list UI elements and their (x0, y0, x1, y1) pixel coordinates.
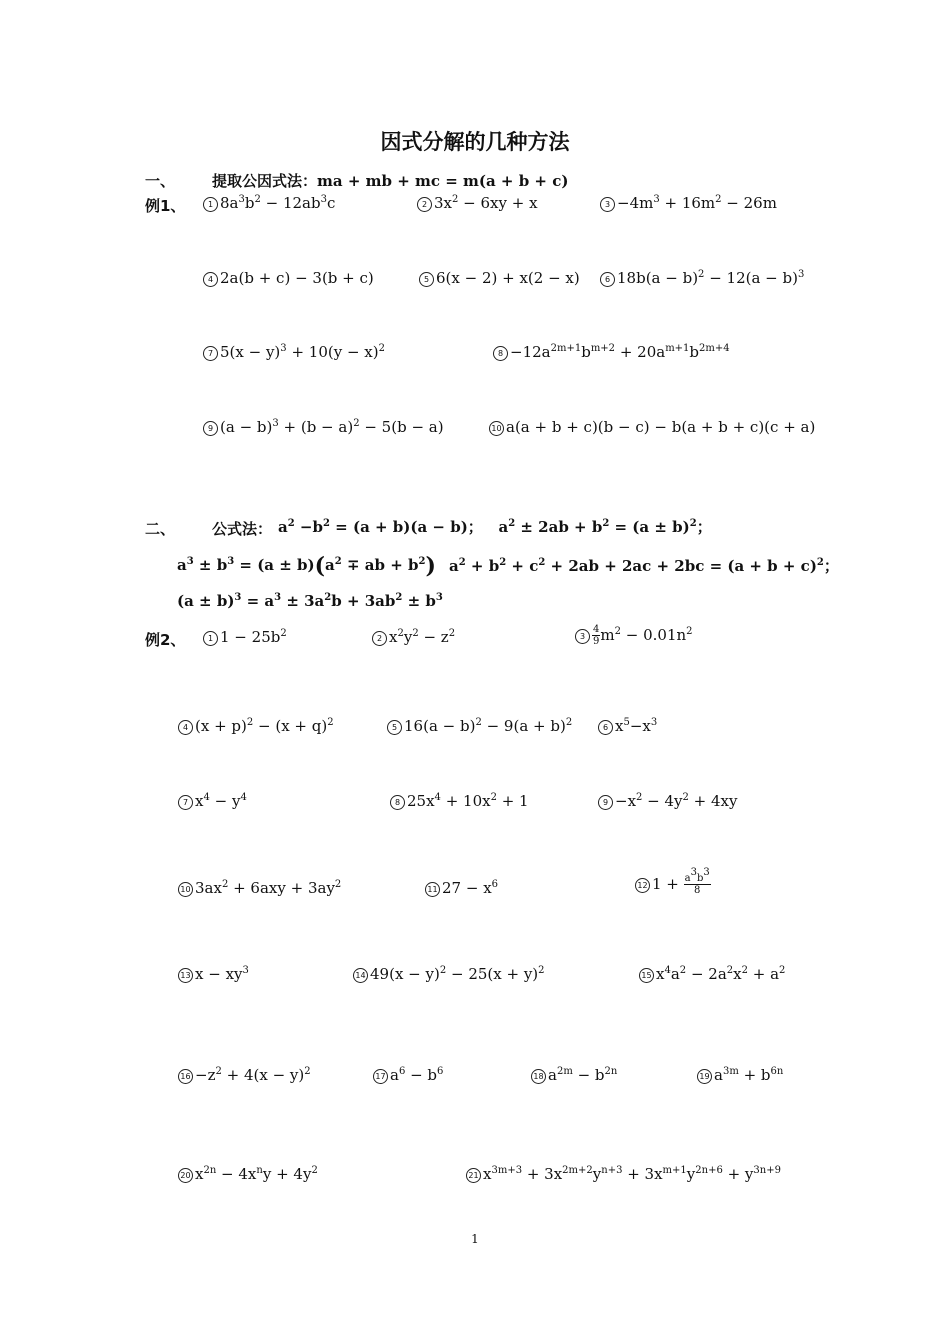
item-expression: $-12a^{2m+1}b^{m+2} + 20a^{m+1}b^{2m+4}$ (510, 343, 730, 361)
item-number-badge: 13 (178, 968, 193, 983)
item-expression: 2a(b + c) − 3(b + c) (220, 269, 374, 287)
ex1-item (203, 343, 385, 361)
item-expression: $3ax^2 + 6axy + 3ay^2$ (195, 879, 342, 897)
item-expression: $x - xy^3$ (195, 965, 249, 983)
item-number-badge: 2 (372, 631, 387, 646)
item-expression: 6(x − 2) + x(2 − x) (436, 269, 580, 287)
item-expression: $8a^3b^2 - 12ab^3c$ (220, 194, 336, 212)
item-expression: $x^4a^2 - 2a^2x^2 + a^2$ (656, 965, 786, 983)
item-expression: $-z^2 + 4(x - y)^2$ (195, 1066, 311, 1084)
item-number-badge: 8 (493, 346, 508, 361)
ex2-item (178, 879, 341, 897)
item-number-badge: 14 (353, 968, 368, 983)
item-number-badge: 15 (639, 968, 654, 983)
item-expression: $16(a - b)^2 - 9(a + b)^2$ (404, 717, 573, 735)
page-title: 因式分解的几种方法 (380, 130, 570, 154)
ex1-item (493, 343, 730, 361)
ex2-item (390, 792, 529, 810)
item-number-badge: 3 (575, 629, 590, 644)
ex2-item (531, 1066, 617, 1084)
formula-line-2a: $a^3 \pm b^3 = (a \pm b)(a^2$ ∓ ab + $b^2$) (177, 553, 436, 579)
item-number-badge: 19 (697, 1069, 712, 1084)
ex2-item (697, 1066, 783, 1084)
ex2-item (178, 717, 334, 735)
ex2-item (425, 879, 498, 897)
formula-line-1: $a^2 -b^2 = (a + b)(a - b)$； $a^2 \pm 2ab + b^2 = (a \pm b)^2$； (278, 518, 712, 536)
item-number-badge: 11 (425, 882, 440, 897)
item-expression: $5(x - y)^3 + 10(y - x)^2$ (220, 343, 385, 361)
item-expression: $\frac{4}{9}$ $m^2 - 0.01n^2$ (593, 624, 693, 647)
item-expression: $3x^2 - 6xy + x$ (434, 194, 538, 212)
item-number-badge: 10 (489, 421, 504, 436)
item-number-badge: 1 (203, 197, 218, 212)
ex2-item (372, 628, 455, 646)
item-expression: a(a + b + c)(b − c) − b(a + b + c)(c + a) (506, 418, 816, 436)
item-expression: $x^{2n} - 4x^ny + 4y^2$ (195, 1165, 318, 1183)
formula-line-2b: $a^2 + b^2 + c^2 + 2ab + 2ac + 2bc = (a + b + c)^2$； (449, 557, 839, 575)
item-expression: $1 - 25b^2$ (220, 628, 287, 646)
section1-formula: ma + mb + mc = m(a + b + c) (317, 172, 569, 190)
ex1-item (489, 418, 815, 436)
item-number-badge: 12 (635, 878, 650, 893)
ex1-item (600, 269, 804, 287)
item-number-badge: 4 (203, 272, 218, 287)
ex2-item (639, 965, 785, 983)
item-expression: $27 - x^6$ (442, 879, 499, 897)
item-expression: $49(x - y)^2 - 25(x + y)^2$ (370, 965, 545, 983)
item-expression: 1 + $\frac{a^3b^3}{8}$ (652, 867, 710, 896)
item-expression: $a^6 - b^6$ (390, 1066, 444, 1084)
item-expression: $25x^4 + 10x^2 + 1$ (407, 792, 529, 810)
item-number-badge: 7 (203, 346, 218, 361)
ex2-item (203, 628, 287, 646)
item-number-badge: 18 (531, 1069, 546, 1084)
ex2-item (635, 867, 711, 896)
item-number-badge: 1 (203, 631, 218, 646)
page-number: 1 (471, 1232, 479, 1246)
ex2-item (466, 1165, 781, 1183)
ex2-item (178, 1066, 311, 1084)
ex2-item (178, 1165, 318, 1183)
item-number-badge: 6 (598, 720, 613, 735)
item-expression: $x^{3m+3} + 3x^{2m+2}y^{n+3} + 3x^{m+1}y^{2n+6} + y^{3n+9}$ (483, 1165, 781, 1183)
ex2-item (598, 717, 657, 735)
ex1-item (203, 194, 335, 212)
section1-label: 一、 (145, 172, 176, 190)
item-number-badge: 5 (419, 272, 434, 287)
item-number-badge: 9 (203, 421, 218, 436)
item-expression: $18b(a - b)^2 - 12(a - b)^3$ (617, 269, 805, 287)
item-number-badge: 10 (178, 882, 193, 897)
item-number-badge: 5 (387, 720, 402, 735)
section2-heading: 公式法： (212, 520, 273, 538)
example1-label: 例1、 (145, 197, 186, 215)
ex2-item (178, 792, 247, 810)
item-expression: $(x + p)^2 - (x + q)^2$ (195, 717, 334, 735)
item-number-badge: 4 (178, 720, 193, 735)
ex1-item (203, 418, 444, 436)
section1-heading (212, 170, 568, 191)
ex2-item (353, 965, 545, 983)
section1-heading-text: 提取公因式法： (212, 172, 318, 190)
item-number-badge: 16 (178, 1069, 193, 1084)
item-number-badge: 21 (466, 1168, 481, 1183)
ex2-item (387, 717, 572, 735)
ex1-item (203, 269, 374, 287)
ex2-item (178, 965, 249, 983)
item-number-badge: 3 (600, 197, 615, 212)
section2-label: 二、 (145, 520, 176, 538)
ex1-item (417, 194, 538, 212)
item-number-badge: 6 (600, 272, 615, 287)
item-expression: $-4m^3 + 16m^2 - 26m$ (617, 194, 777, 212)
ex1-item (600, 194, 777, 212)
item-number-badge: 17 (373, 1069, 388, 1084)
item-expression: $(a - b)^3 + (b - a)^2 - 5(b - a)$ (220, 418, 444, 436)
ex1-item (419, 269, 580, 287)
item-number-badge: 8 (390, 795, 405, 810)
item-number-badge: 7 (178, 795, 193, 810)
ex2-item (575, 624, 693, 647)
ex2-item (373, 1066, 443, 1084)
item-expression: $x^4 - y^4$ (195, 792, 247, 810)
item-number-badge: 9 (598, 795, 613, 810)
item-expression: $x^2y^2 - z^2$ (389, 628, 456, 646)
item-expression: $a^{3m} + b^{6n}$ (714, 1066, 784, 1084)
formula-line-3: $(a \pm b)^3 = a^3 \pm 3a^2b + 3ab^2 \pm b^3$ (177, 592, 443, 610)
item-number-badge: 20 (178, 1168, 193, 1183)
item-expression: $-x^2 - 4y^2 + 4xy$ (615, 792, 738, 810)
example2-label: 例2、 (145, 631, 186, 649)
item-expression: $a^{2m} - b^{2n}$ (548, 1066, 618, 1084)
ex2-item (598, 792, 738, 810)
item-number-badge: 2 (417, 197, 432, 212)
item-expression: $x^5-x^3$ (615, 717, 658, 735)
